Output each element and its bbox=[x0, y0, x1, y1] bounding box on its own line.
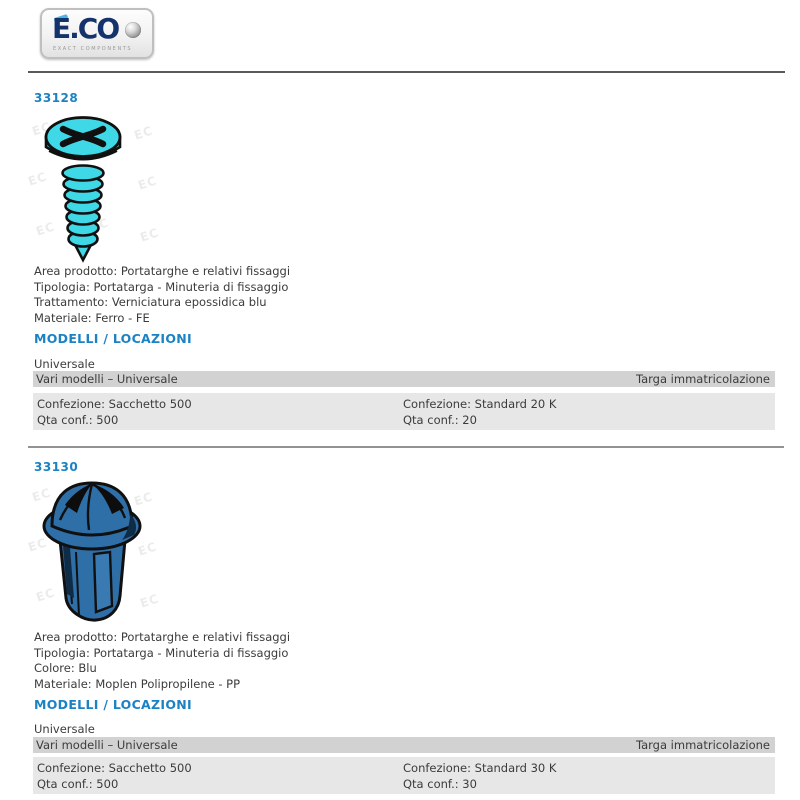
brand-tagline: EXACT COMPONENTS bbox=[53, 46, 133, 52]
screw-illustration bbox=[30, 110, 145, 264]
detail-materiale: Materiale: Ferro - FE bbox=[34, 310, 150, 325]
packaging-band bbox=[33, 757, 775, 794]
watermark-text: EC bbox=[138, 591, 161, 611]
model-group-label: Universale bbox=[34, 357, 95, 371]
models-locations-heading: MODELLI / LOCAZIONI bbox=[34, 331, 192, 346]
packaging-qty: Qta conf.: 20 bbox=[403, 413, 477, 427]
watermark-text: EC bbox=[88, 215, 111, 235]
packaging-option-2 bbox=[403, 396, 556, 428]
watermark-text: EC bbox=[132, 123, 155, 143]
packaging-band bbox=[33, 393, 775, 430]
company-logo[interactable] bbox=[40, 8, 154, 59]
product-code-33128[interactable]: 33128 bbox=[34, 91, 79, 105]
packaging-type: Confezione: Standard 20 K bbox=[403, 397, 557, 411]
watermark-text: EC bbox=[138, 225, 161, 245]
packaging-option-1 bbox=[37, 760, 192, 792]
detail-tipologia: Tipologia: Portatarga - Minuteria di fissaggio bbox=[34, 645, 289, 660]
watermark-text: EC bbox=[26, 535, 49, 555]
logo-sphere-icon bbox=[125, 22, 141, 38]
product-details-33130 bbox=[34, 630, 290, 692]
watermark-text: EC bbox=[132, 489, 155, 509]
logo-inner bbox=[42, 10, 152, 57]
product-image-33130 bbox=[26, 476, 180, 628]
watermark-text: EC bbox=[26, 169, 49, 189]
detail-area-prodotto: Area prodotto: Portatarghe e relativi fissaggi bbox=[34, 264, 291, 278]
model-location: Targa immatricolazione bbox=[635, 738, 770, 752]
model-name: Vari modelli – Universale bbox=[36, 372, 178, 386]
model-location: Targa immatricolazione bbox=[635, 372, 770, 386]
watermark-text: EC bbox=[30, 485, 53, 505]
packaging-option-1 bbox=[37, 396, 192, 428]
packaging-option-2 bbox=[403, 760, 556, 792]
packaging-qty: Qta conf.: 500 bbox=[37, 413, 119, 427]
detail-colore: Colore: Blu bbox=[34, 661, 97, 675]
detail-tipologia: Tipologia: Portatarga - Minuteria di fissaggio bbox=[34, 279, 289, 294]
model-row bbox=[33, 371, 775, 387]
product-image-33128 bbox=[26, 110, 180, 266]
product-code-33130[interactable]: 33130 bbox=[34, 460, 79, 474]
model-row bbox=[33, 737, 775, 753]
packaging-qty: Qta conf.: 500 bbox=[37, 777, 119, 791]
cap-illustration bbox=[30, 476, 160, 626]
brand-name: E.CO bbox=[52, 12, 119, 45]
product-divider bbox=[28, 446, 784, 448]
model-group-label: Universale bbox=[34, 722, 95, 736]
watermark-text: EC bbox=[136, 539, 159, 559]
product-details-33128 bbox=[34, 264, 290, 326]
models-locations-heading: MODELLI / LOCAZIONI bbox=[34, 697, 192, 712]
packaging-qty: Qta conf.: 30 bbox=[403, 777, 477, 791]
detail-materiale: Materiale: Moplen Polipropilene - PP bbox=[34, 676, 241, 691]
packaging-type: Confezione: Standard 30 K bbox=[403, 761, 557, 775]
detail-trattamento: Trattamento: Verniciatura epossidica blu bbox=[34, 295, 267, 309]
packaging-type: Confezione: Sacchetto 500 bbox=[37, 397, 192, 411]
watermark-text: EC bbox=[30, 119, 53, 139]
watermark-text: EC bbox=[136, 173, 159, 193]
watermark-text: EC bbox=[34, 219, 57, 239]
watermark-text: EC bbox=[34, 585, 57, 605]
model-name: Vari modelli – Universale bbox=[36, 738, 178, 752]
packaging-type: Confezione: Sacchetto 500 bbox=[37, 761, 192, 775]
header-divider bbox=[28, 71, 785, 73]
detail-area-prodotto: Area prodotto: Portatarghe e relativi fissaggi bbox=[34, 630, 291, 644]
